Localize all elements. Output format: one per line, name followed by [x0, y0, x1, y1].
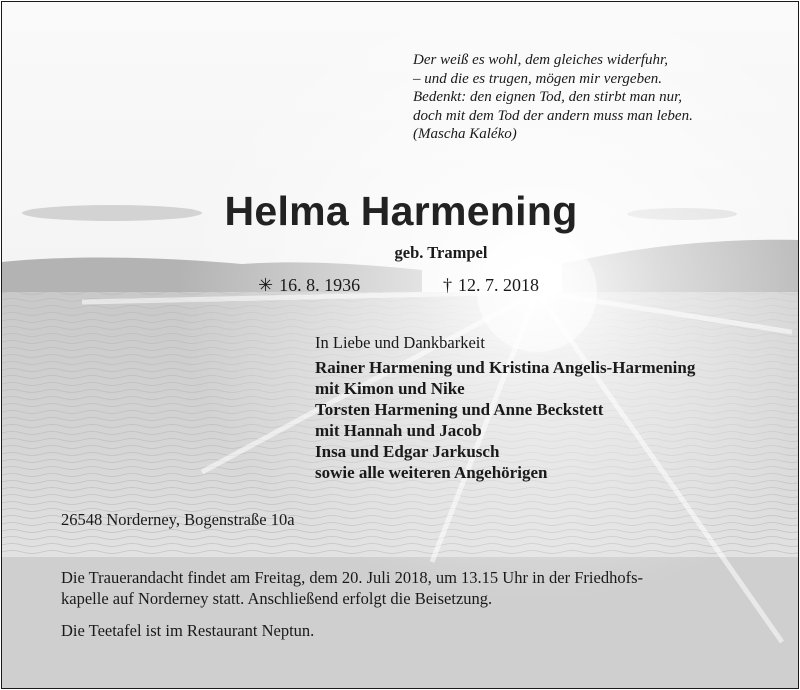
memorial-quote — [413, 51, 693, 144]
mourner-line: Rainer Harmening und Kristina Angelis-Harmening — [315, 358, 696, 377]
death-date — [443, 275, 539, 296]
deceased-name: Helma Harmening — [224, 188, 578, 234]
service-line: Die Trauerandacht findet am Freitag, dem 20. Juli 2018, um 13.15 Uhr in der Friedhofs- — [61, 568, 643, 587]
funeral-service-info — [61, 568, 643, 609]
mourner-line: Torsten Harmening und Anne Beckstett — [315, 400, 604, 419]
birth-date-value: 16. 8. 1936 — [279, 275, 361, 295]
tea-reception-note: Die Teetafel ist im Restaurant Neptun. — [61, 621, 315, 640]
quote-line: – und die es trugen, mögen mir vergeben. — [413, 70, 662, 87]
mourner-line: Insa und Edgar Jarkusch — [315, 442, 500, 461]
mourner-line: sowie alle weiteren Angehörigen — [315, 463, 548, 482]
birth-date — [258, 275, 360, 296]
death-date-value: 12. 7. 2018 — [458, 275, 539, 295]
death-cross-icon: † — [443, 275, 452, 295]
mourner-line: mit Kimon und Nike — [315, 379, 465, 398]
maiden-name: geb. Trampel — [394, 243, 488, 262]
quote-author: (Mascha Kaléko) — [413, 126, 517, 142]
quote-line: Bedenkt: den eignen Tod, den stirbt man nur, — [413, 89, 682, 105]
quote-line: doch mit dem Tod der andern muss man leben. — [413, 107, 693, 124]
birth-star-icon: ✳ — [258, 275, 274, 295]
quote-line: Der weiß es wohl, dem gleiches widerfuhr, — [413, 52, 668, 68]
mourners-intro: In Liebe und Dankbarkeit — [315, 333, 485, 352]
family-address: 26548 Norderney, Bogenstraße 10a — [61, 510, 295, 529]
service-line: kapelle auf Norderney statt. Anschließend erfolgt die Beisetzung. — [61, 588, 493, 608]
mourner-line: mit Hannah und Jacob — [315, 421, 482, 440]
obituary-notice — [1, 1, 799, 689]
mourners-list — [315, 357, 695, 483]
